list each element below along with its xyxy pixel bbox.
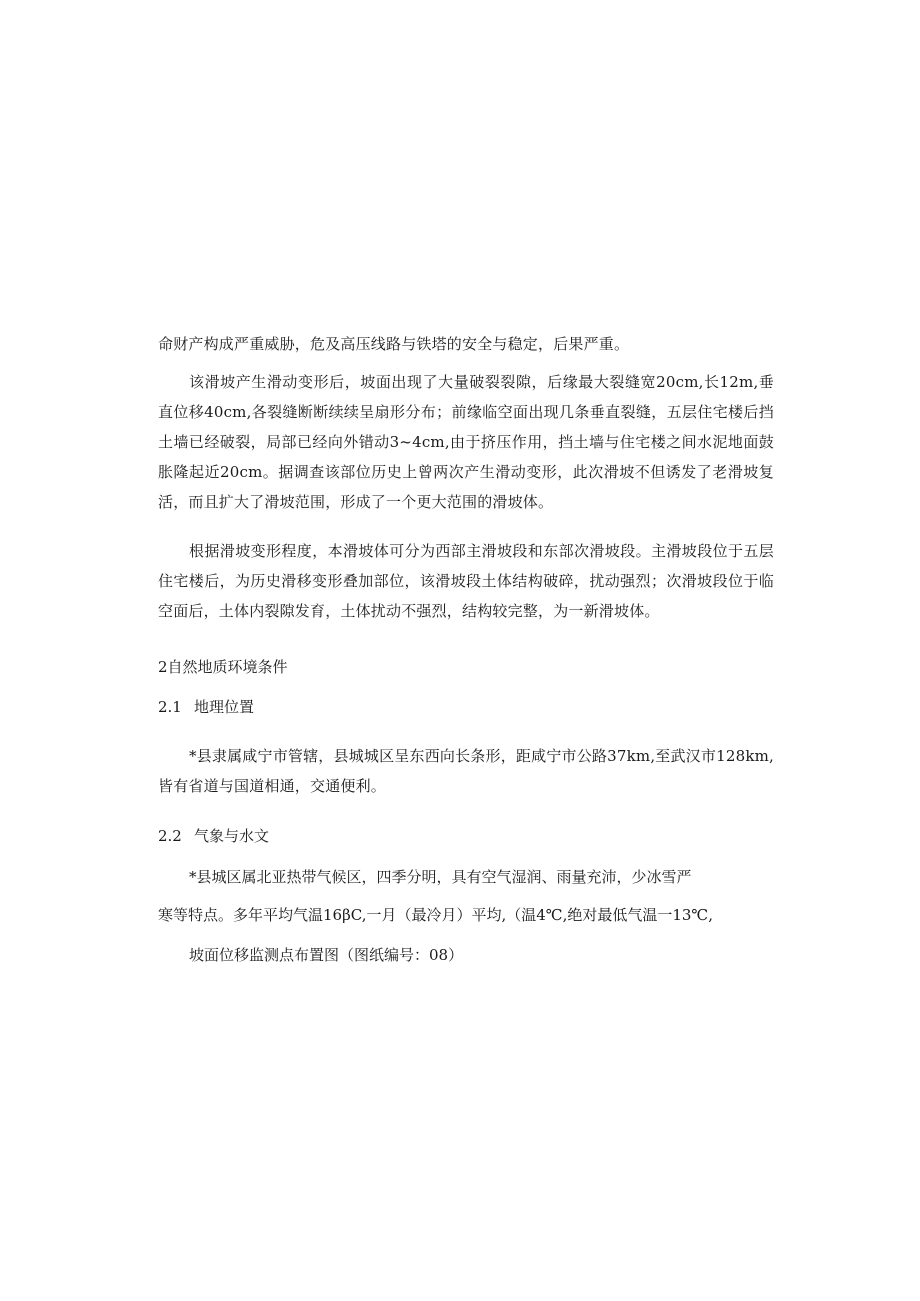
paragraph-landslide-deformation: 该滑坡产生滑动变形后，坡面出现了大量破裂裂隙，后缘最大裂缝宽20cm,长12m,垂直位移40cm,各裂缝断断续续呈扇形分布；前缘临空面出现几条垂直裂缝，五层住宅楼后挡土墙已经破裂，局部已经向外错动3~4cm,由于挤压作用，挡土墙与住宅楼之间水泥地面鼓胀隆起近20cm。据调查该部位历史上曾两次产生滑动变形，此次滑坡不但诱发了老滑坡复活，而且扩大了滑坡范围，形成了一个更大范围的滑坡体。 [158,373,774,511]
section-number: 2.1 [158,698,182,716]
paragraph-geographic-location: *县隶属咸宁市管辖，县城城区呈东西向长条形，距咸宁市公路37km,至武汉市128km,皆有省道与国道相通，交通便利。 [158,747,774,795]
climate-line-2: 寒等特点。多年平均气温16βC,一月（最冷月）平均,（温4℃,绝对最低气温一13℃, [158,906,713,924]
section-heading-2-2 [158,825,269,847]
figure-caption: 坡面位移监测点布置图（图纸编号：08） [189,946,464,964]
paragraph-landslide-sections: 根据滑坡变形程度，本滑坡体可分为西部主滑坡段和东部次滑坡段。主滑坡段位于五层住宅楼后，为历史滑移变形叠加部位，该滑坡段土体结构破碎，扰动强烈；次滑坡段位于临空面后，土体内裂隙发育，土体扰动不强烈，结构较完整，为一新滑坡体。 [158,542,774,620]
section-title: 气象与水文 [194,827,270,845]
paragraph-continuation: 命财产构成严重威胁，危及高压线路与铁塔的安全与稳定，后果严重。 [158,335,630,353]
climate-line-1: *县城区属北亚热带气候区，四季分明，具有空气湿润、雨量充沛，少冰雪严 [189,868,692,886]
section-heading-2: 2自然地质环境条件 [158,658,288,676]
section-title: 地理位置 [194,698,255,716]
section-number: 2.2 [158,827,182,845]
section-heading-2-1 [158,696,254,718]
